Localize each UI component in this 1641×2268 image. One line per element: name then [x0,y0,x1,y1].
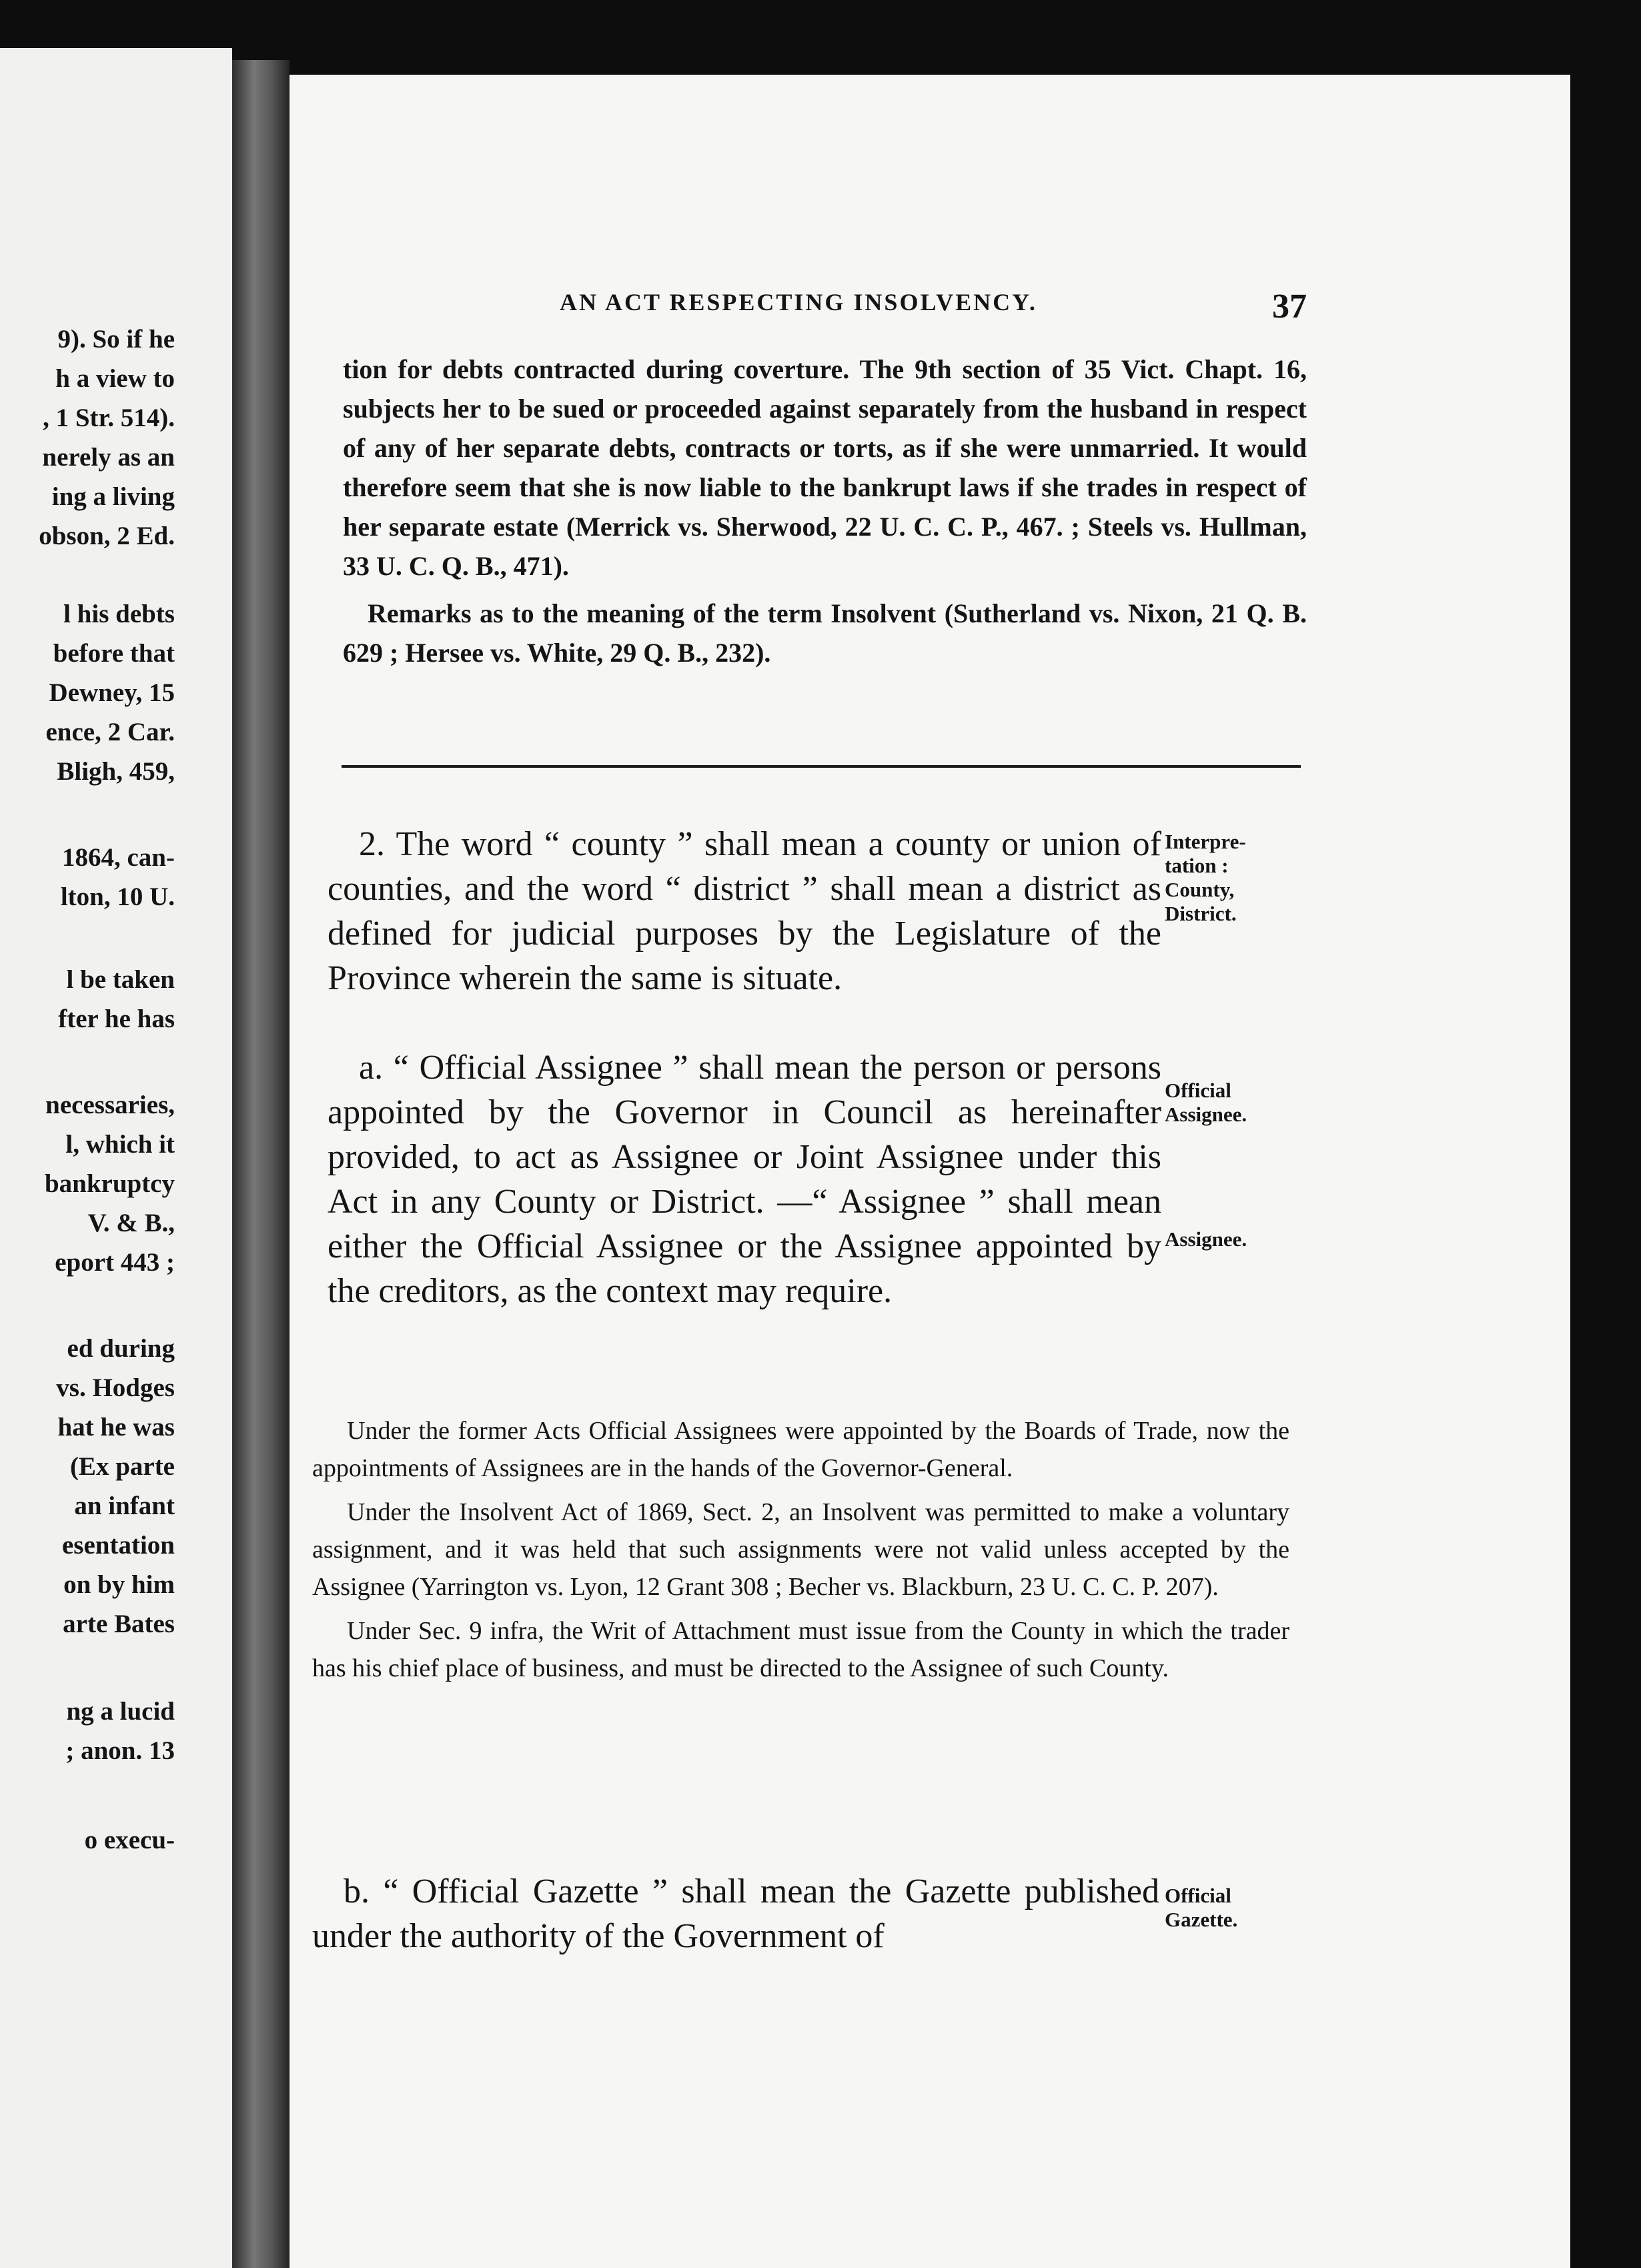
left-text-line: (Ex parte [69,1452,175,1481]
continued-footnote [343,350,1307,680]
left-text-line: fter he has [58,1005,175,1033]
left-text-line: l his debts [63,600,175,628]
margin-note-official-gazette: Official Gazette. [1165,1884,1238,1931]
running-head: AN ACT RESPECTING INSOLVENCY. [560,289,1037,316]
left-text-line: o execu- [84,1826,175,1854]
left-text-line: V. & B., [87,1209,175,1237]
section-2b [312,1869,1159,1958]
margin-note-official-assignee: Official Assignee. [1165,1079,1247,1126]
annotation-paragraph: Under Sec. 9 infra, the Writ of Attachment must issue from the County in which the trader has his chief place of business, and must be directed to the Assignee of such County. [312,1617,1289,1682]
left-text-line: eport 443 ; [55,1248,175,1277]
left-text-line: 1864, can- [62,843,175,872]
left-text-line: esentation [62,1531,175,1560]
section-2a-text: a. “ Official Assignee ” shall mean the person or persons appointed by the Governor in Council as hereinafter provided, to act as Assignee or Joint Assignee under this Act in any County or District. —“ Assignee ” shall mean either the Official Assignee or the Assignee appointed by the creditors, as the context may require. [328,1049,1161,1310]
right-page [290,75,1570,2268]
annotation-paragraph: Under the Insolvent Act of 1869, Sect. 2, an Insolvent was permitted to make a voluntary assignment, and it was held that such assignments were not valid unless accepted by the Assignee (Yarrington vs. Lyon, 12 Grant 308 ; Becher vs. Blackburn, 23 U. C. C. P. 207). [312,1498,1289,1601]
section-divider [342,765,1301,768]
left-text-line: l be taken [66,965,175,994]
left-text-line: h a view to [55,364,175,393]
annotations [312,1412,1289,1694]
left-text-line: , 1 Str. 514). [43,404,175,432]
left-text-line: necessaries, [45,1091,175,1119]
left-text-line: arte Bates [63,1610,175,1638]
left-text-line: Dewney, 15 [49,678,175,707]
left-text-line: Bligh, 459, [57,757,175,786]
margin-note-assignee: Assignee. [1165,1227,1247,1251]
book-gutter [232,60,290,2268]
left-page [0,48,232,2268]
left-text-line: ence, 2 Car. [45,718,175,746]
annotation-paragraph: Under the former Acts Official Assignees were appointed by the Boards of Trade, now the appointments of Assignees are in the hands of the Governor-General. [312,1417,1289,1482]
left-text-line: nerely as an [42,443,175,472]
left-text-line: vs. Hodges [56,1373,175,1402]
left-text-line: ng a lucid [66,1697,175,1726]
left-text-line: lton, 10 U. [60,883,175,911]
section-2a [328,1045,1161,1313]
note-paragraph: Remarks as to the meaning of the term Insolvent (Sutherland vs. Nixon, 21 Q. B. 629 ; Hersee vs. White, 29 Q. B., 232). [343,598,1307,668]
note-paragraph: tion for debts contracted during coverture. The 9th section of 35 Vict. Chapt. 16, subjects her to be sued or proceeded against separately from the husband in respect of any of her separate debts, contracts or torts, as if she were unmarried. It would therefore seem that she is now liable to the bankrupt laws if she trades in respect of her separate estate (Merrick vs. Sherwood, 22 U. C. C. P., 467. ; Steels vs. Hullman, 33 U. C. Q. B., 471). [343,354,1307,581]
left-text-line: bankruptcy [44,1169,175,1198]
section-2-text: 2. The word “ county ” shall mean a county or union of counties, and the word “ district ” shall mean a district as defined for judicial purposes by the Legislature of the Province wherein the same is situate. [328,825,1161,997]
left-text-line: before that [53,639,175,668]
section-2b-text: b. “ Official Gazette ” shall mean the Gazette published under the authority of the Government of [312,1872,1159,1955]
left-text-line: obson, 2 Ed. [39,522,175,550]
left-text-line: on by him [63,1570,175,1599]
page-number: 37 [1272,288,1307,326]
left-text-line: ; anon. 13 [65,1736,175,1765]
left-text-line: ed during [67,1334,175,1363]
left-text-line: hat he was [57,1413,175,1442]
section-2 [328,822,1161,1001]
left-text-line: 9). So if he [57,325,175,354]
margin-note-interpretation: Interpre- tation : County, District. [1165,830,1246,925]
left-text-line: l, which it [65,1130,175,1159]
left-text-line: ing a living [51,482,175,511]
left-text-line: an infant [74,1492,175,1520]
